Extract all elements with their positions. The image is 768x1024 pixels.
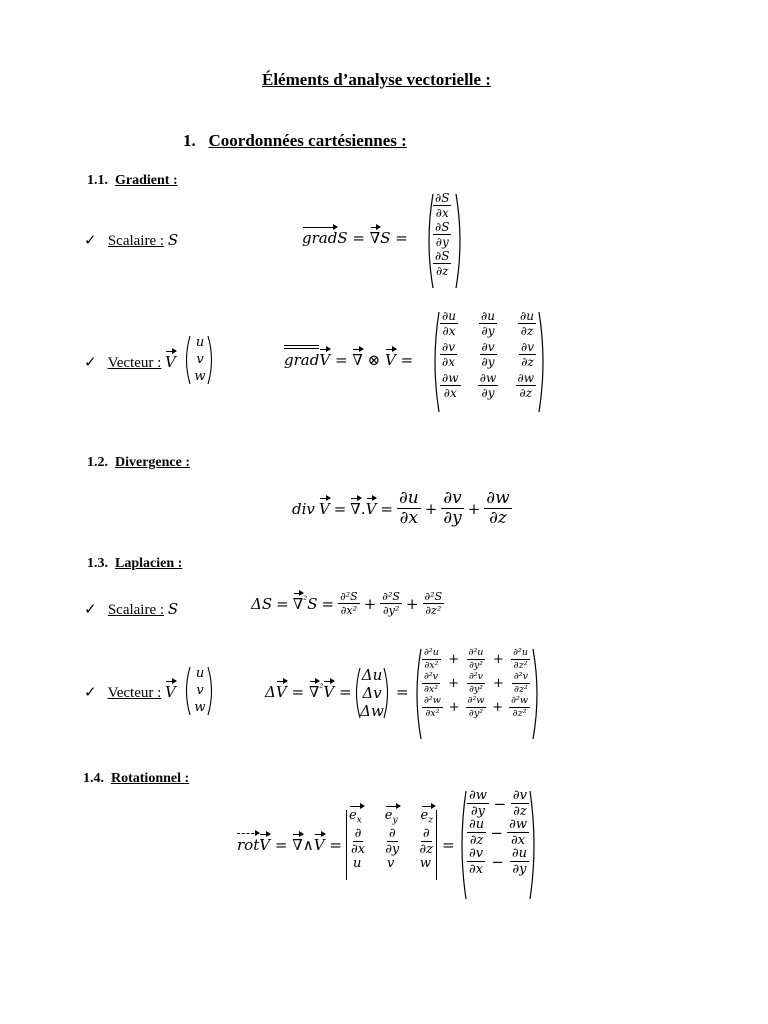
subsection-laplacien-heading	[87, 556, 182, 572]
fraction: $\frac{\partial u}{\partial x}$	[442, 309, 456, 338]
fraction: $\frac{\partial v}{\partial z}$	[512, 788, 527, 819]
fraction: $\frac{\partial w}{\partial x}$	[442, 371, 459, 400]
laplacien-expanded-vector	[422, 648, 530, 718]
fraction: $\frac{\partial v}{\partial z}$	[521, 340, 534, 369]
section-label: Coordonnées cartésiennes :	[208, 131, 407, 150]
vector-symbol: V	[165, 683, 176, 701]
gradient-scalar-equation: gradS = ∇S =	[302, 229, 408, 247]
scalar-label: Scalaire :	[107, 602, 165, 618]
page-title: Éléments d’analyse vectorielle :	[262, 70, 491, 89]
laplacien-components: Δu Δv Δw	[360, 666, 384, 720]
fraction: $\frac{\text{∂²u}}{\text{∂z²}}$	[513, 647, 528, 671]
subsection-rotationnel-heading	[83, 771, 189, 787]
right-parenthesis	[528, 790, 538, 900]
subsection-gradient-heading	[87, 173, 178, 189]
gradient-jacobian-matrix	[440, 310, 536, 399]
fraction: $\frac{\text{∂²S}}{\text{∂x²}}$	[340, 590, 358, 617]
fraction: $\frac{\text{∂²u}}{\text{∂x²}}$	[424, 647, 439, 671]
divergence-equation: div V = ∇.V = $\frac{\partial u}{\partial x}$ + $\frac{\partial v}{\partial y}$ + $\frac{\partial w}{\partial z}$	[292, 488, 510, 528]
right-parenthesis	[454, 193, 464, 289]
fraction: $\frac{\partial w}{\partial z}$	[486, 488, 510, 528]
fraction: $\frac{\partial w}{\partial x}$	[509, 817, 527, 848]
matrix-row	[349, 827, 435, 856]
matrix-row: $\frac{\text{∂²v}}{\text{∂x²}}$ + $\frac{\text{∂²v}}{\text{∂y²}}$ + $\frac{\text{∂²v}}{\text{∂z²}}$	[424, 671, 528, 695]
check-icon: ✓	[84, 602, 97, 618]
section-number: 1.	[183, 131, 196, 150]
rotationnel-equation: rotV = ∇∧V =	[237, 836, 342, 854]
matrix-row: $\frac{\text{∂²w}}{\text{∂x²}}$ + $\frac{\text{∂²w}}{\text{∂y²}}$ + $\frac{\text{∂²w}}{\text{∂z²}}$	[424, 695, 528, 719]
left-parenthesis	[183, 335, 191, 385]
laplacien-vector-equation: ΔV = ∇$^{^2}$V =	[265, 683, 352, 701]
section-heading	[183, 131, 407, 151]
vector-components: u v w	[194, 335, 206, 384]
nabla-symbol: ∇	[369, 229, 381, 247]
fraction: $\frac{\partial}{\partial z}$	[419, 825, 433, 857]
rot-operator: rot	[237, 836, 260, 854]
fraction: $\frac{\text{∂²w}}{\text{∂y²}}$	[467, 695, 485, 719]
fraction: ∂S ∂x	[435, 191, 450, 220]
fraction: $\frac{\partial v}{\partial y}$	[443, 488, 462, 528]
subsection-number: 1.2.	[87, 455, 108, 470]
laplacien-vector-item	[84, 683, 176, 702]
fraction: $\frac{\partial v}{\partial x}$	[442, 340, 455, 369]
vector-components: u v w	[194, 666, 206, 715]
right-parenthesis	[207, 666, 215, 716]
fraction: $\frac{\partial u}{\partial z}$	[520, 309, 534, 338]
fraction: $\frac{\partial w}{\partial y}$	[469, 788, 487, 819]
fraction: $\frac{\text{∂²u}}{\text{∂y²}}$	[468, 647, 484, 671]
grad-tensor-operator: grad	[284, 351, 320, 369]
right-parenthesis	[383, 667, 391, 719]
determinant-left-bar	[346, 810, 347, 880]
equals-sign: =	[442, 836, 455, 854]
fraction: $\frac{\partial}{\partial x}$	[351, 825, 366, 857]
fraction: $\frac{\text{∂²S}}{\text{∂z²}}$	[424, 590, 443, 617]
subsection-label: Rotationnel :	[111, 771, 190, 786]
gradient-scalar-item	[84, 231, 178, 250]
subsection-divergence-heading	[87, 455, 190, 471]
right-parenthesis	[537, 311, 547, 413]
fraction: $\frac{\partial u}{\partial x}$	[398, 488, 419, 528]
laplacien-scalar-item	[84, 600, 178, 619]
matrix-row	[440, 372, 536, 399]
vector-label: Vecteur :	[107, 685, 162, 701]
fraction: $\frac{\text{∂²v}}{\text{∂y²}}$	[468, 671, 484, 695]
laplacien-scalar-equation: ΔS = ∇$^{^2}$S = $\frac{\text{∂²S}}{\text{∂x²}}$ + $\frac{\text{∂²S}}{\text{∂y²}}$ + $\frac{\text{∂²S}}{\text{∂z²}}$	[251, 590, 443, 617]
rot-result-vector	[467, 789, 529, 876]
vector-symbol: V	[165, 353, 176, 371]
fraction: $\frac{\partial v}{\partial y}$	[481, 340, 495, 369]
subsection-number: 1.3.	[87, 556, 108, 571]
gradient-vector-equation: gradV = ∇ ⊗ V =	[284, 351, 414, 369]
matrix-row: $\frac{\partial w}{\partial y}$ − $\frac{\partial v}{\partial z}$	[469, 788, 527, 819]
gradient-vector-item	[84, 353, 176, 372]
gradient-scalar-vector	[433, 192, 451, 277]
right-parenthesis	[207, 335, 215, 385]
check-icon: ✓	[84, 233, 97, 249]
left-parenthesis	[183, 666, 191, 716]
subsection-label: Divergence :	[115, 455, 191, 470]
fraction: $\frac{\text{∂²w}}{\text{∂x²}}$	[424, 695, 441, 719]
grad-operator: grad	[302, 229, 338, 247]
unit-vector: $e_z$	[420, 808, 433, 826]
scalar-label: Scalaire :	[107, 233, 165, 249]
fraction: $\frac{\partial u}{\partial y}$	[511, 846, 527, 877]
check-icon: ✓	[84, 355, 97, 371]
equals-sign: =	[396, 683, 409, 701]
matrix-row	[440, 310, 536, 337]
vector-label: Vecteur :	[107, 355, 162, 371]
matrix-row: $\frac{\text{∂²u}}{\text{∂x²}}$ + $\frac{\text{∂²u}}{\text{∂y²}}$ + $\frac{\text{∂²u}}{\text{∂z²}}$	[424, 647, 528, 671]
matrix-row	[440, 341, 536, 368]
fraction: $\frac{\partial u}{\partial y}$	[481, 309, 495, 338]
fraction: $\frac{\partial u}{\partial z}$	[469, 817, 485, 848]
fraction: $\frac{\partial v}{\partial x}$	[469, 846, 484, 877]
fraction: $\frac{\partial w}{\partial y}$	[479, 371, 497, 400]
matrix-row: $\frac{\partial u}{\partial z}$ − $\frac{\partial w}{\partial x}$	[469, 817, 527, 848]
subsection-label: Gradient :	[115, 173, 178, 188]
fraction: ∂S ∂z	[435, 249, 450, 278]
fraction: $\frac{\text{∂²v}}{\text{∂x²}}$	[424, 671, 439, 695]
fraction: ∂S ∂y	[435, 220, 450, 249]
check-icon: ✓	[84, 685, 97, 701]
matrix-row: u v w	[353, 855, 431, 871]
rot-determinant	[349, 808, 435, 871]
fraction: $\frac{\text{∂²S}}{\text{∂y²}}$	[382, 590, 400, 617]
matrix-row: $\frac{\partial v}{\partial x}$ − $\frac{\partial u}{\partial y}$	[469, 846, 527, 877]
fraction: $\frac{\text{∂²v}}{\text{∂z²}}$	[513, 671, 528, 695]
right-parenthesis	[531, 648, 541, 740]
scalar-symbol: S	[167, 600, 179, 618]
fraction: $\frac{\text{∂²w}}{\text{∂z²}}$	[511, 695, 528, 719]
unit-vector: $e_x$	[349, 808, 362, 826]
fraction: $\frac{\partial}{\partial y}$	[385, 825, 400, 857]
determinant-right-bar	[436, 810, 437, 880]
subsection-number: 1.1.	[87, 173, 108, 188]
subsection-label: Laplacien :	[115, 556, 183, 571]
matrix-row	[349, 808, 435, 826]
unit-vector: $e_y$	[384, 808, 398, 826]
fraction: $\frac{\partial w}{\partial z}$	[517, 371, 534, 400]
subsection-number: 1.4.	[83, 771, 104, 786]
scalar-symbol: S	[167, 231, 179, 249]
